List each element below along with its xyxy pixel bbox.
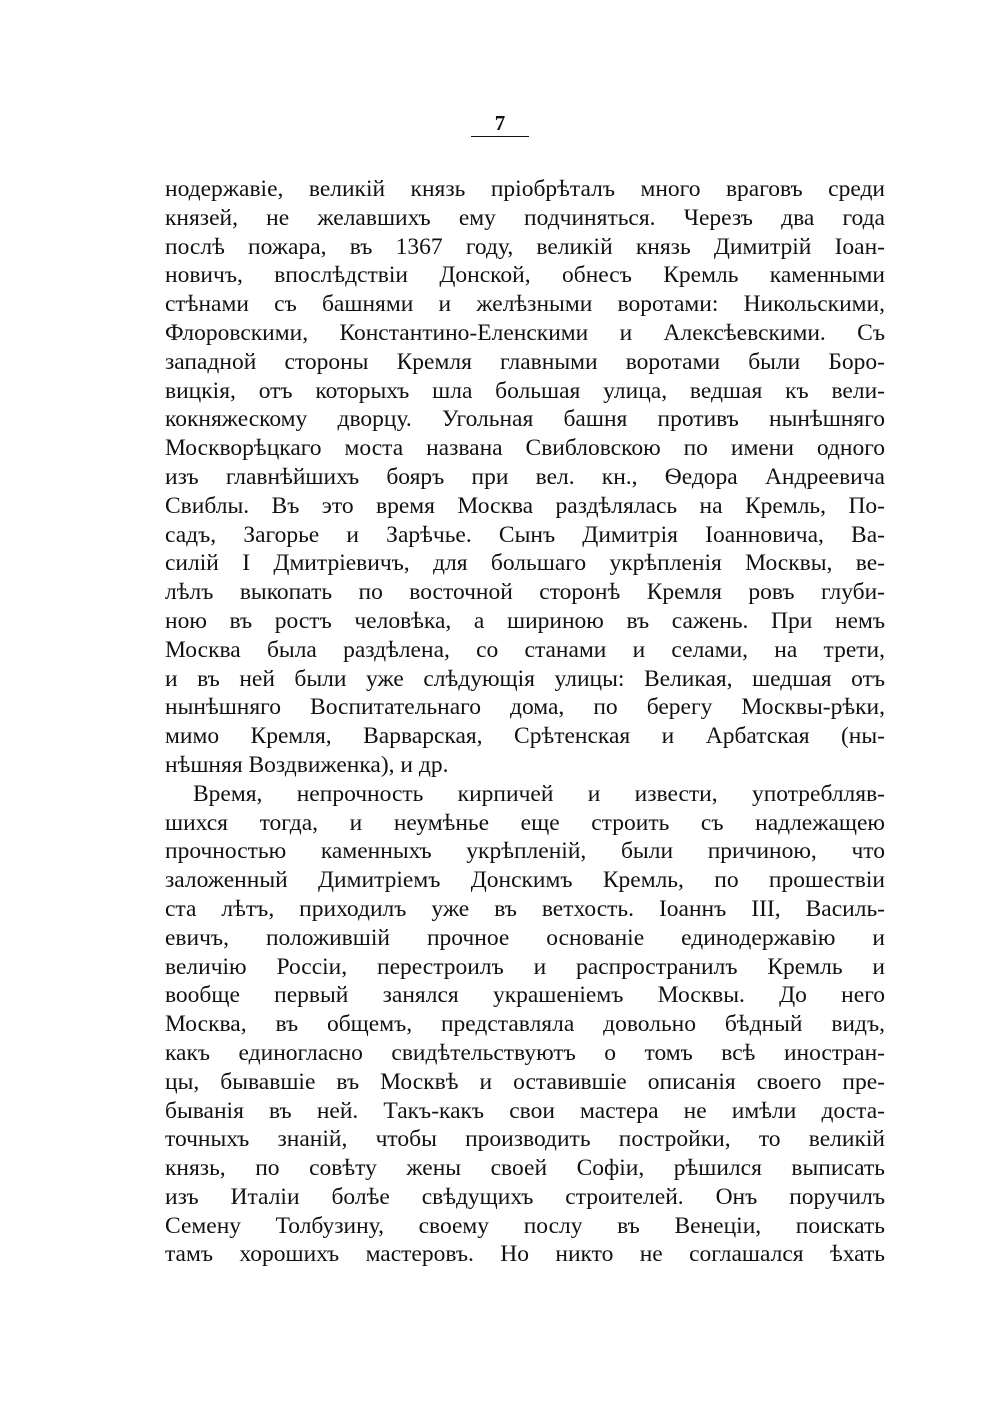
text-line: Семену Толбузину, своему послу въ Венеціи, поискать [165,1212,885,1239]
text-line: лѣлъ выкопать по восточной сторонѣ Кремля ровъ глуби- [165,579,885,606]
text-line: цы, бывавшіе въ Москвѣ и оставившіе описанія своего пре- [165,1068,885,1095]
text-line: заложенный Димитріемъ Донскимъ Кремль, по прошествіи [165,867,885,894]
text-line: Москва была раздѣлена, со станами и селами, на трети, [165,636,885,663]
text-line: ною въ ростъ человѣка, а шириною въ сажень. При немъ [165,607,885,634]
text-line: стѣнами съ башнями и желѣзными воротами: Никольскими, [165,291,885,318]
text-line: Москва, въ общемъ, представляла довольно бѣдный видъ, [165,1011,885,1038]
text-line: новичъ, впослѣдствіи Донской, обнесъ Кремль каменными [165,262,885,289]
text-line: послѣ пожара, въ 1367 году, великій князь Димитрій Іоан- [165,233,885,260]
text-line: быванія въ ней. Такъ-какъ свои мастера не имѣли доста- [165,1097,885,1124]
text-line: вообще первый занялся украшеніемъ Москвы. До него [165,982,885,1009]
text-line: вицкія, отъ которыхъ шла большая улица, ведшая къ вели- [165,377,885,404]
text-line: князей, не желавшихъ ему подчиняться. Черезъ два года [165,204,885,231]
page-header [0,112,1000,137]
text-line: точныхъ знаній, чтобы производить постройки, то великій [165,1126,885,1153]
body-text [165,175,885,1269]
text-line: прочностью каменныхъ укрѣпленій, были причиною, что [165,838,885,865]
text-line: тамъ хорошихъ мастеровъ. Но никто не соглашался ѣхать [165,1241,885,1268]
paragraph-2 [165,780,885,1270]
text-line: Свиблы. Въ это время Москва раздѣлялась на Кремль, По- [165,492,885,519]
text-line: мимо Кремля, Варварская, Срѣтенская и Арбатская (ны- [165,723,885,750]
paragraph-1 [165,175,885,780]
text-line: Флоровскими, Константино-Еленскими и Алексѣевскими. Съ [165,319,885,346]
text-line: нѣшняя Воздвиженка), и др. [165,751,449,778]
text-line: садъ, Загорье и Зарѣчье. Сынъ Димитрія Іоанновича, Ва- [165,521,885,548]
text-line: ста лѣтъ, приходилъ уже въ ветхость. Іоаннъ III, Василь- [165,895,885,922]
text-line: и въ ней были уже слѣдующія улицы: Великая, шедшая отъ [165,665,885,692]
text-line: нодержавіе, великій князь пріобрѣталъ много враговъ среди [165,176,885,202]
text-line: князь, по совѣту жены своей Софіи, рѣшился выписать [165,1155,885,1182]
text-line: изъ Италіи болѣе свѣдущихъ строителей. Онъ поручилъ [165,1183,885,1210]
text-line: евичъ, положившій прочное основаніе единодержавію и [165,924,885,951]
text-line: Время, непрочность кирпичей и извести, употреблляв- [193,780,885,807]
text-line: величію Россіи, перестроилъ и распространилъ Кремль и [165,953,885,980]
text-line: западной стороны Кремля главными воротами были Боро- [165,348,885,375]
text-line: нынѣшняго Воспитательнаго дома, по берегу Москвы-рѣки, [165,694,885,721]
text-line: изъ главнѣйшихъ бояръ при вел. кн., Ѳедора Андреевича [165,463,885,490]
text-line: какъ единогласно свидѣтельствуютъ о томъ всѣ иностран- [165,1039,885,1066]
text-line: силій I Дмитріевичъ, для большаго укрѣпленія Москвы, ве- [165,550,885,577]
text-line: Москворѣцкаго моста названа Свибловскою по имени одного [165,435,885,462]
page-number: 7 [471,112,529,137]
text-line: шихся тогда, и неумѣнье еще строить съ надлежащею [165,809,885,836]
text-line: кокняжескому дворцу. Угольная башня противъ нынѣшняго [165,406,885,433]
